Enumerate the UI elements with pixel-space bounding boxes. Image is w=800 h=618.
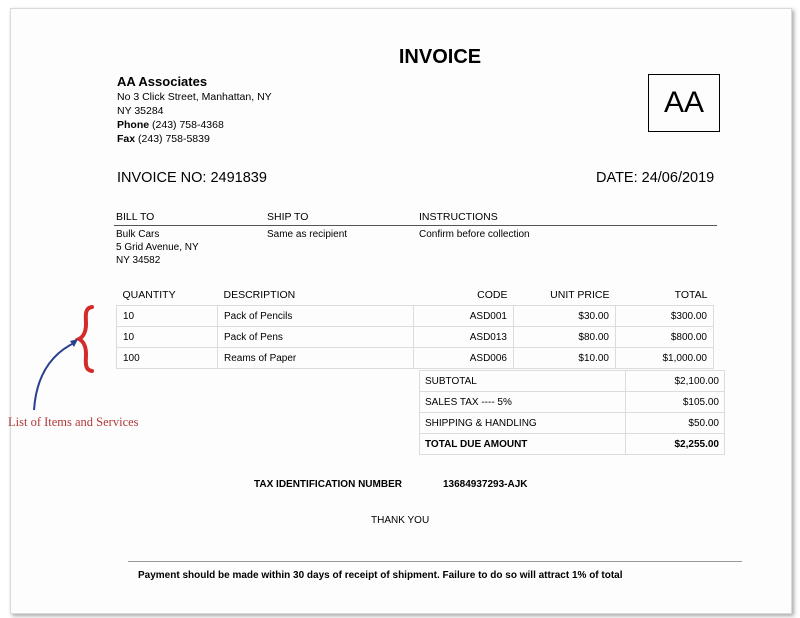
bill-to-line: Bulk Cars xyxy=(116,229,160,240)
cell-description: Pack of Pens xyxy=(218,327,414,348)
header-total: TOTAL xyxy=(674,289,708,301)
fax-value: (243) 758-5839 xyxy=(138,133,210,145)
company-name: AA Associates xyxy=(117,74,208,89)
total-due-label: TOTAL DUE AMOUNT xyxy=(420,434,626,455)
cell-total: $300.00 xyxy=(616,306,714,327)
cell-quantity: 10 xyxy=(117,306,218,327)
instructions-text: Confirm before collection xyxy=(419,229,530,240)
ship-to-text: Same as recipient xyxy=(267,229,348,240)
company-address-line2: NY 35284 xyxy=(117,105,164,117)
summary-value: $50.00 xyxy=(626,413,725,434)
invoice-title: INVOICE xyxy=(398,46,482,68)
summary-value: $105.00 xyxy=(626,392,725,413)
company-address-line1: No 3 Click Street, Manhattan, NY xyxy=(117,91,272,103)
phone-value: (243) 758-4368 xyxy=(152,119,224,131)
header-unit-price: UNIT PRICE xyxy=(550,289,610,301)
cell-unit-price: $10.00 xyxy=(514,348,616,369)
tax-id-value: 13684937293-AJK xyxy=(443,479,528,490)
thank-you-text: THANK YOU xyxy=(371,515,430,526)
cell-total: $800.00 xyxy=(616,327,714,348)
invoice-number: INVOICE NO: 2491839 xyxy=(117,170,267,186)
cell-code: ASD006 xyxy=(414,348,514,369)
bill-to-line: 5 Grid Avenue, NY xyxy=(116,242,199,253)
summary-value: $2,100.00 xyxy=(626,371,725,392)
instructions-label: INSTRUCTIONS xyxy=(419,211,498,223)
cell-description: Reams of Paper xyxy=(218,348,414,369)
annotation-label: List of Items and Services xyxy=(8,415,139,429)
arrow-line-icon xyxy=(34,342,76,410)
cell-total: $1,000.00 xyxy=(616,348,714,369)
invoice-date: DATE: 24/06/2019 xyxy=(596,170,715,186)
arrow-head-icon xyxy=(70,339,78,347)
summary-label: SHIPPING & HANDLING xyxy=(420,413,626,434)
header-quantity: QUANTITY xyxy=(122,289,176,301)
cell-quantity: 10 xyxy=(117,327,218,348)
summary-label: SUBTOTAL xyxy=(420,371,626,392)
bill-to-label: BILL TO xyxy=(116,211,155,223)
summary-label: SALES TAX ---- 5% xyxy=(420,392,626,413)
tax-id-label: TAX IDENTIFICATION NUMBER xyxy=(254,479,402,490)
header-code: CODE xyxy=(477,289,508,301)
fax-label: Fax xyxy=(117,133,136,145)
ship-to-label: SHIP TO xyxy=(267,211,309,223)
cell-unit-price: $30.00 xyxy=(514,306,616,327)
red-brace-icon xyxy=(79,307,92,371)
cell-unit-price: $80.00 xyxy=(514,327,616,348)
payment-note: Payment should be made within 30 days of receipt of shipment. Failure to do so will attract 1% of total xyxy=(138,570,623,581)
total-due-value: $2,255.00 xyxy=(626,434,725,455)
cell-quantity: 100 xyxy=(117,348,218,369)
company-logo: AA xyxy=(648,74,720,132)
header-description: DESCRIPTION xyxy=(223,289,296,301)
bill-to-line: NY 34582 xyxy=(116,255,161,266)
cell-code: ASD001 xyxy=(414,306,514,327)
phone-label: Phone xyxy=(117,119,150,131)
cell-code: ASD013 xyxy=(414,327,514,348)
cell-description: Pack of Pencils xyxy=(218,306,414,327)
